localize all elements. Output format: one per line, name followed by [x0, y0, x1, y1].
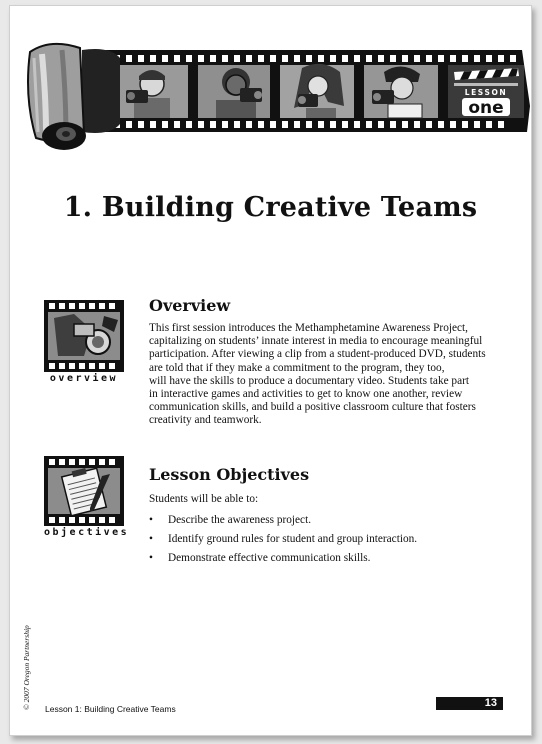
list-item	[149, 514, 417, 533]
bullet-icon: •	[149, 533, 153, 545]
overview-text	[149, 322, 514, 428]
overview-icon	[44, 300, 124, 384]
page-number: 13	[484, 697, 497, 709]
footer-lesson-label: Lesson 1: Building Creative Teams	[45, 704, 176, 714]
objective-text: Describe the awareness project.	[168, 514, 312, 526]
list-item	[149, 533, 417, 552]
overview-heading: Overview	[149, 296, 231, 315]
lesson-badge	[448, 65, 524, 118]
objectives-icon	[44, 456, 130, 538]
overview-icon-caption: overview	[49, 373, 119, 384]
overview-line: This first session introduces the Methamphetamine Awareness Project,	[149, 322, 468, 334]
objectives-intro: Students will be able to:	[149, 493, 259, 505]
overview-line: creativity and teamwork.	[149, 414, 262, 427]
overview-line: will have the skills to produce a documentary video. Students take part	[149, 374, 469, 387]
overview-line: communication skills, and build a positive classroom culture that fosters	[149, 401, 476, 414]
overview-line: are told that if they make a commitment to the program, they too,	[149, 361, 445, 374]
objectives-list	[149, 514, 417, 571]
film-frame-clipboard-icon	[44, 456, 124, 526]
frame-student-2	[198, 65, 270, 118]
film-roll-icon	[28, 44, 120, 150]
film-strip-banner	[22, 28, 532, 158]
frame-student-1	[114, 65, 188, 118]
page-number-bar	[436, 697, 503, 710]
copyright-notice: © 2007 Oregon Partnership	[22, 625, 31, 710]
objectives-heading: Lesson Objectives	[149, 465, 310, 484]
bullet-icon: •	[149, 514, 153, 526]
objective-text: Demonstrate effective communication skills.	[168, 552, 371, 564]
film-frame-camera-icon	[44, 300, 124, 372]
overview-line: in interactive games and activities to get to know one another, review	[149, 388, 463, 401]
objectives-icon-caption: objectives	[44, 527, 130, 538]
frame-student-4	[364, 65, 438, 118]
overview-line: participation. After viewing a clip from a student-produced DVD, students	[149, 348, 486, 361]
list-item	[149, 552, 417, 571]
frame-student-3	[280, 64, 354, 118]
page-title: 1. Building Creative Teams	[63, 192, 478, 223]
objective-text: Identify ground rules for student and group interaction.	[168, 533, 418, 545]
overview-line: capitalizing on students’ innate interest in media to encourage meaningful	[149, 335, 483, 348]
bullet-icon: •	[149, 552, 153, 564]
lesson-badge-big: one	[468, 98, 504, 118]
lesson-badge-small: LESSON	[464, 88, 508, 97]
page	[9, 5, 532, 736]
